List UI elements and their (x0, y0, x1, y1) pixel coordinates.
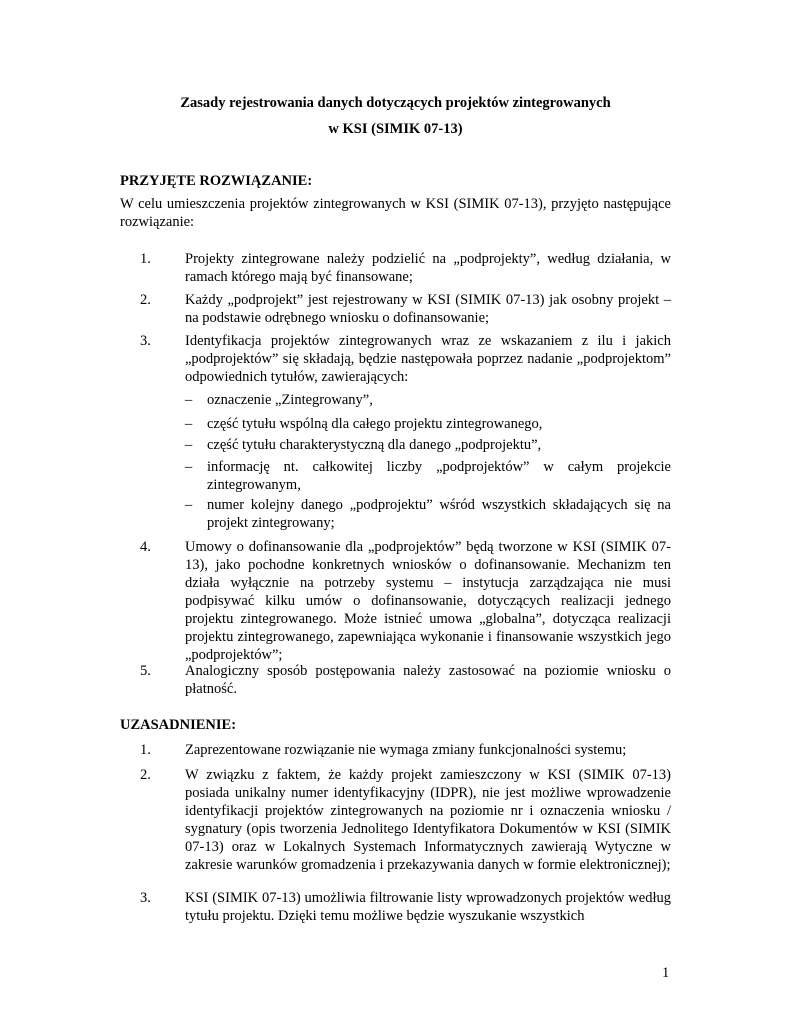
title-part-text: część tytułu wspólną dla całego projektu zintegrowanego, (207, 416, 543, 432)
dash-bullet: – (185, 392, 193, 408)
item-number: 3. (140, 333, 151, 349)
dash-bullet: – (185, 437, 193, 453)
section-heading-solution: PRZYJĘTE ROZWIĄZANIE: (120, 173, 313, 189)
dash-bullet: – (185, 497, 193, 513)
page-number: 1 (662, 965, 670, 981)
item-text: Umowy o dofinansowanie dla „podprojektów” będą tworzone w KSI (SIMIK 07-13), jako pochodne konkretnych wniosków o dofinansowanie. Mechanizm ten działa wyłącznie na potrzeby systemu – instytucja zarządzająca nie musi podpisywać kilku umów o dofinansowanie, dotyczących realizacji jednego projektu zintegrowanego. Może istnieć umowa „globalna”, dotycząca realizacji projektu zintegrowanego, zapewniająca wykonanie i finansowanie wszystkich jego „podprojektów”; (185, 539, 671, 663)
dash-bullet: – (185, 459, 193, 475)
document-title-line-1: Zasady rejestrowania danych dotyczących projektów zintegrowanych (180, 95, 611, 111)
item-text: Zaprezentowane rozwiązanie nie wymaga zmiany funkcjonalności systemu; (185, 742, 627, 758)
item-text: Projekty zintegrowane należy podzielić na „podprojekty”, według działania, w ramach którego mają być finansowane; (185, 251, 671, 285)
item-number: 2. (140, 292, 151, 308)
item-number: 1. (140, 251, 151, 267)
item-number: 4. (140, 539, 151, 555)
intro-paragraph: W celu umieszczenia projektów zintegrowanych w KSI (SIMIK 07-13), przyjęto następujące rozwiązanie: (120, 196, 671, 230)
item-number: 3. (140, 890, 151, 906)
item-number: 5. (140, 663, 151, 679)
title-part-text: oznaczenie „Zintegrowany”, (207, 392, 373, 408)
item-text: W związku z faktem, że każdy projekt zamieszczony w KSI (SIMIK 07-13) posiada unikalny numer identyfikacyjny (IDPR), nie jest możliwe wprowadzenie identyfikacji projektów zintegrowanych na poziomie nr i oznaczenia wniosku / sygnatury (opis tworzenia Jednolitego Identyfikatora Dokumentów w KSI (SIMIK 07-13) oraz w Lokalnych Systemach Informatycznych zawierają Wytyczne w zakresie warunków gromadzenia i przekazywania danych w formie elektronicznej); (185, 767, 671, 873)
dash-bullet: – (185, 416, 193, 432)
document-title-line-2: w KSI (SIMIK 07-13) (328, 121, 463, 137)
item-text: Każdy „podprojekt” jest rejestrowany w KSI (SIMIK 07-13) jak osobny projekt – na podstawie odrębnego wniosku o dofinansowanie; (185, 292, 671, 326)
section-heading-justification: UZASADNIENIE: (120, 717, 237, 733)
item-text: KSI (SIMIK 07-13) umożliwia filtrowanie listy wprowadzonych projektów według tytułu projektu. Dzięki temu możliwe będzie wyszukanie wszystkich (185, 890, 671, 924)
title-part-text: część tytułu charakterystyczną dla danego „podprojektu”, (207, 437, 542, 453)
title-part-text: numer kolejny danego „podprojektu” wśród wszystkich składających się na projekt zintegrowany; (207, 497, 671, 531)
title-part-text: informację nt. całkowitej liczby „podprojektów” w całym projekcie zintegrowanym, (207, 459, 671, 493)
item-text: Analogiczny sposób postępowania należy zastosować na poziomie wniosku o płatność. (185, 663, 671, 697)
item-number: 1. (140, 742, 151, 758)
item-text: Identyfikacja projektów zintegrowanych wraz ze wskazaniem z ilu i jakich „podprojektów” się składają, będzie następowała poprzez nadanie „podprojektom” odpowiednich tytułów, zawierających: (185, 333, 671, 385)
item-number: 2. (140, 767, 151, 783)
